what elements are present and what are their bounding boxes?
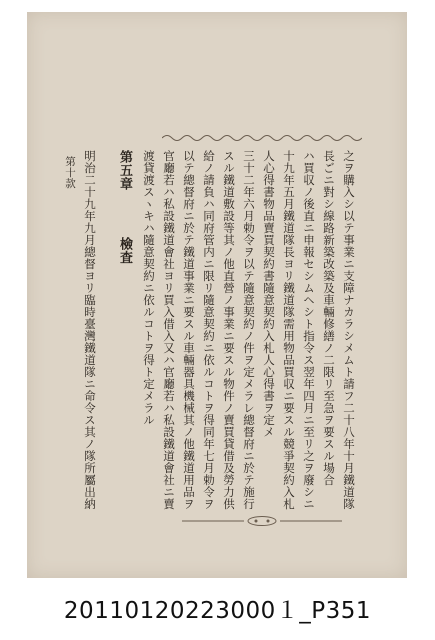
text-column: ハ買収ノ後直ニ申報セシムヘシト指令ス翌年四月ニ至リ之ヲ廢シニ <box>302 150 316 510</box>
bottom-ornament-rule <box>182 515 342 527</box>
section-number: 第十款 <box>64 156 76 189</box>
chapter-title: 檢査 <box>117 237 132 265</box>
text-column: 十九年五月鐵道隊長ヨリ鐵道隊需用物品買収ニ要スル競爭契約入札 <box>282 150 296 510</box>
text-column: 之ヲ購入シ以テ事業ニ支障ナカラシメムト請フ二十八年十月鐵道隊 <box>342 150 356 510</box>
top-wavy-rule <box>162 133 362 143</box>
chapter-number: 第五章 <box>117 150 132 191</box>
text-column: 長ごニ對シ線路新築改築及車輛修繕ノ二限リ至急ヲ要スル場合 <box>322 150 336 486</box>
text-column: 給ノ請負ハ同府管内ニ限リ隨意契約ニ依ルコトヲ得同年七月勅令ヲ <box>202 150 216 510</box>
text-column: 以テ總督府ニ於テ鐵道事業ニ要スル車輛器具機械其ノ他鐵道用品ヲ <box>182 150 196 510</box>
text-column: 官廳若ハ私設鐵道會社ヨリ買入借入又ハ官廳若ハ私設鐵道會社ニ賣 <box>162 150 176 510</box>
text-column: 三十二年六月勅令ヲ以テ隨意契約ノ件ヲ定メラレ總督府ニ於テ施行 <box>242 150 256 510</box>
document-page <box>27 12 407 578</box>
text-column: 渡貸渡スヽキハ隨意契約ニ依ルコトヲ得ト定メラル <box>142 150 156 426</box>
text-column: スル鐵道敷設等其ノ他直營ノ事業ニ要スル物件ノ賣買貸借及勞力供 <box>222 150 236 510</box>
text-column: 明治二十九年九月總督ヨリ臨時臺灣鐵道隊ニ命令ス其ノ隊所屬出納 <box>83 150 97 510</box>
vertical-text-block <box>64 150 357 520</box>
text-column: 人心得書物品賣買契約書隨意契約入札人心得書ヲ定メ <box>262 150 276 438</box>
image-id-caption: 20110120223000１_P351 <box>63 598 372 624</box>
chapter-heading <box>113 150 135 520</box>
